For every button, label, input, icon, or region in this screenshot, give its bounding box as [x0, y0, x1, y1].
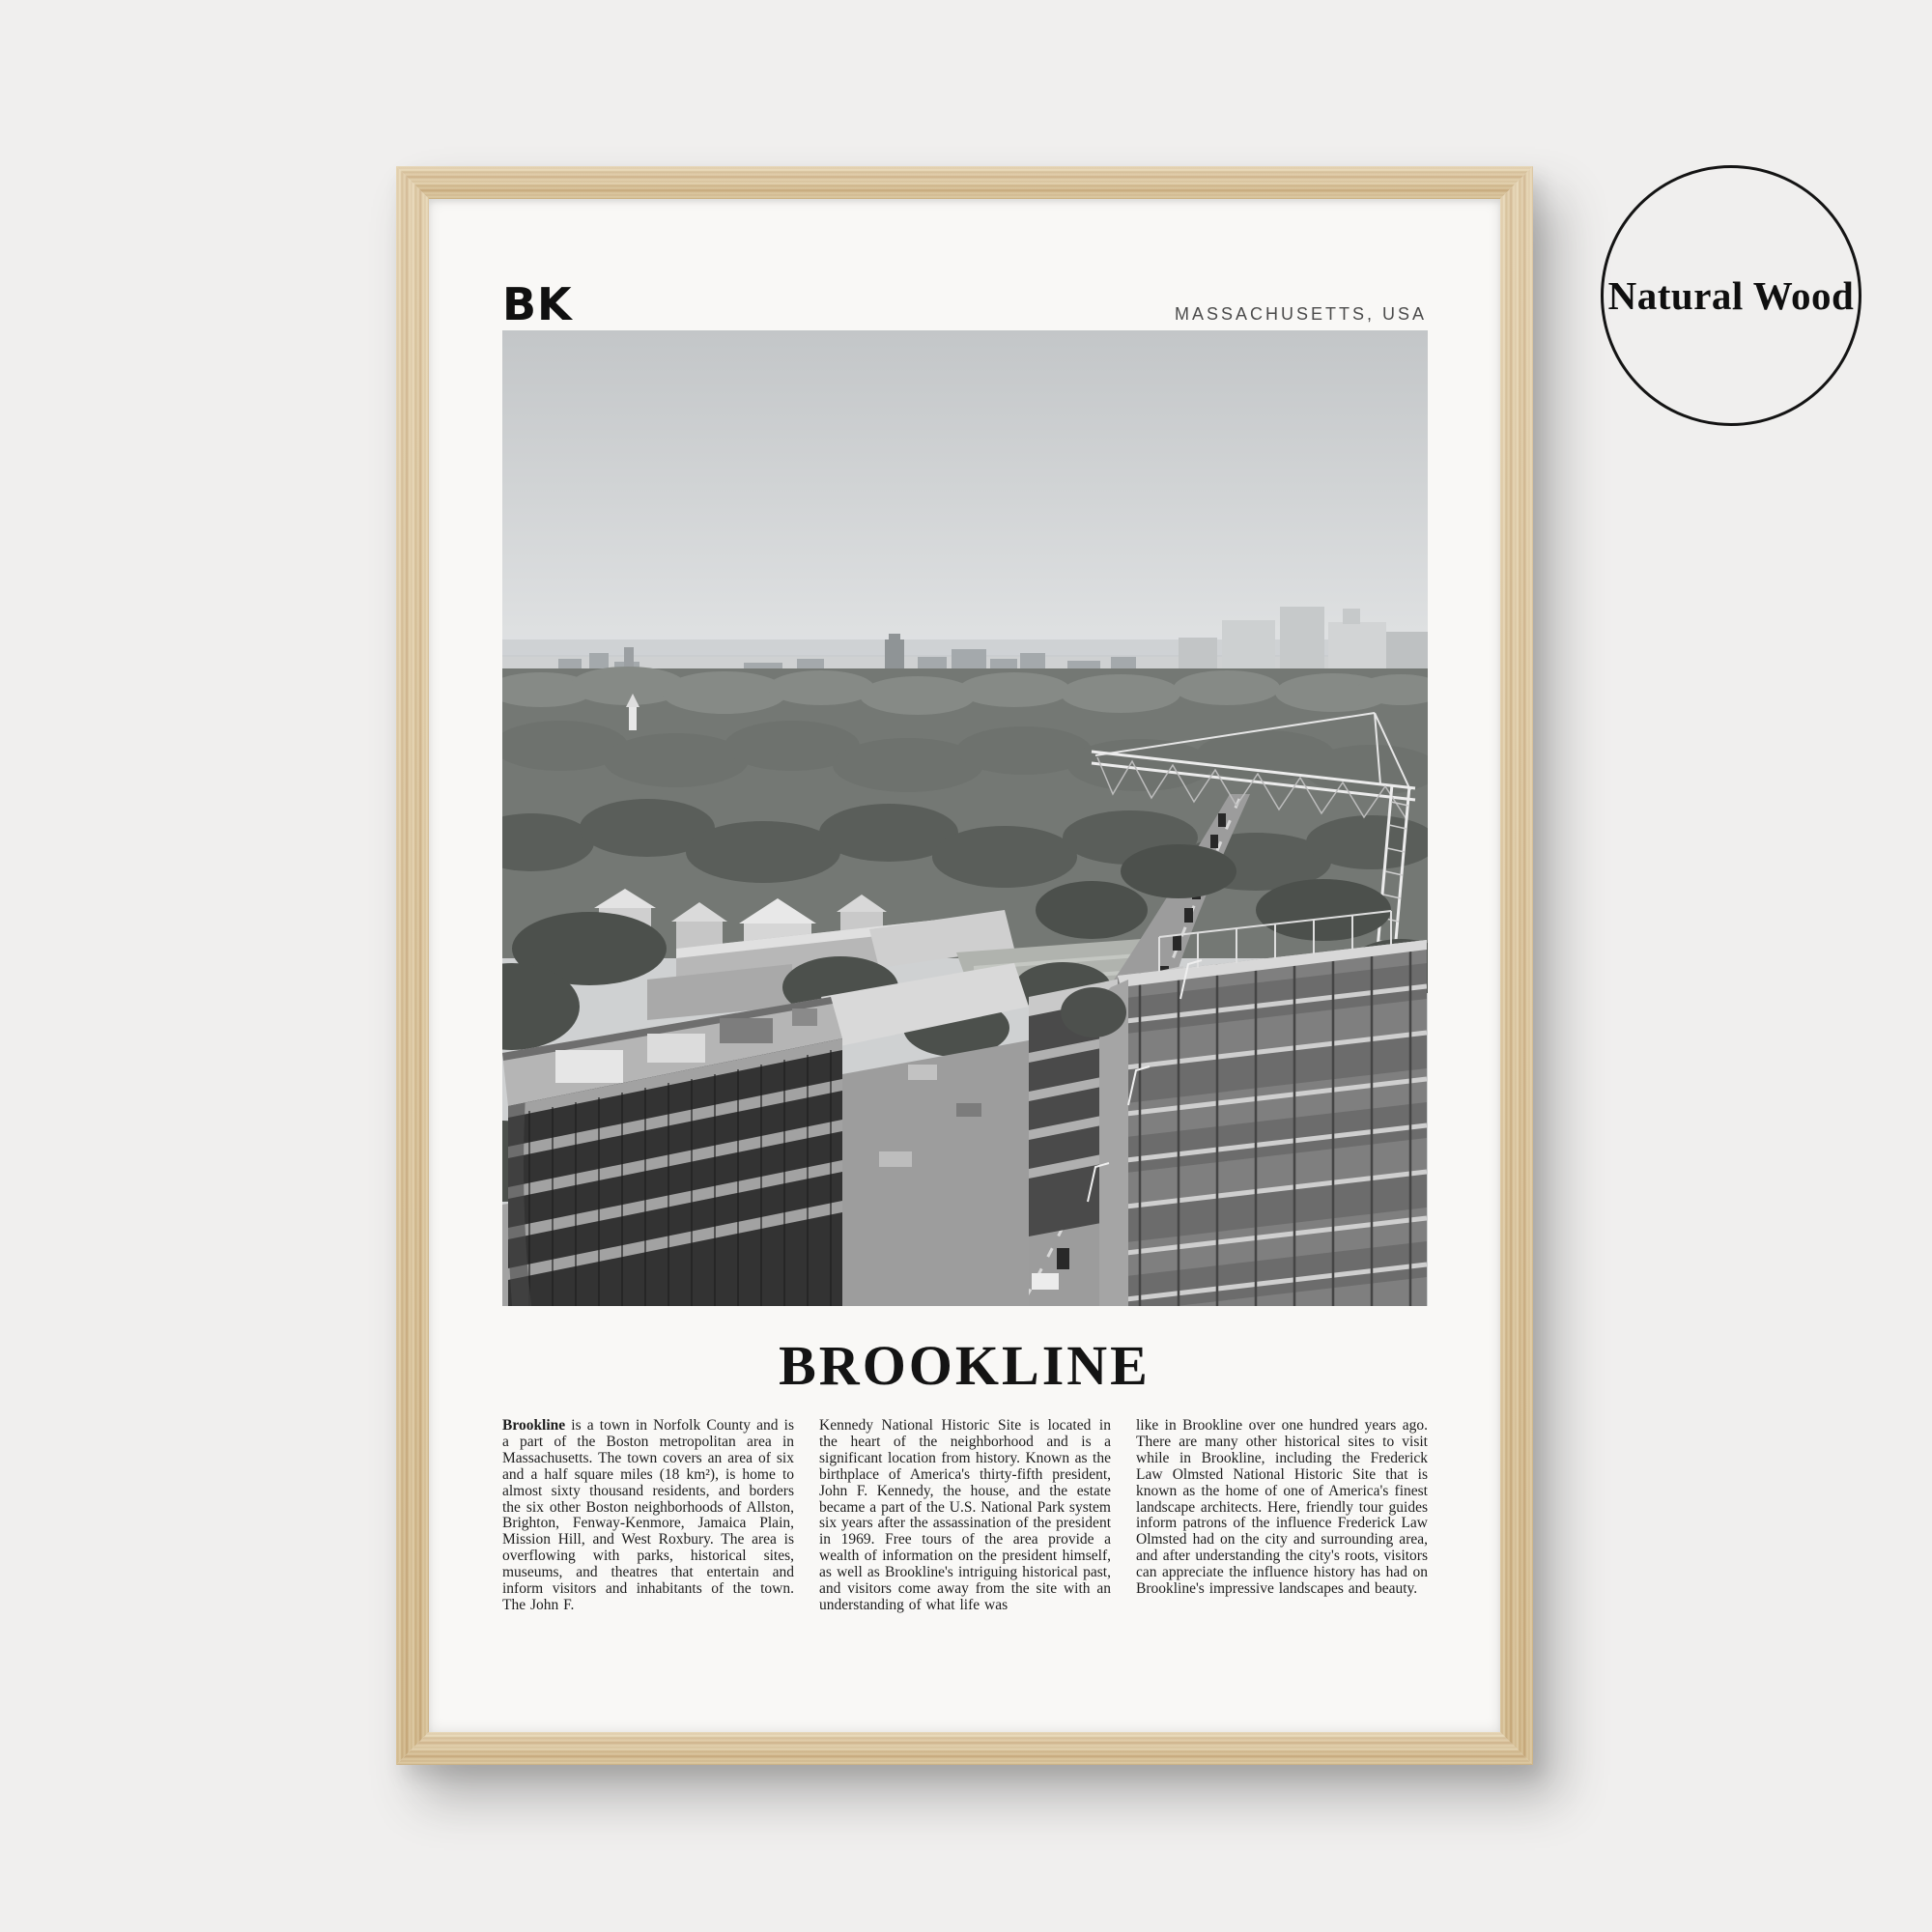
poster-region-label: MASSACHUSETTS, USA — [1174, 304, 1427, 324]
frame-wood-right — [1500, 166, 1533, 1765]
poster — [429, 199, 1500, 1732]
poster-title: BROOKLINE — [779, 1334, 1151, 1397]
finish-badge — [1601, 165, 1861, 426]
finish-badge-label: Natural Wood — [1607, 273, 1855, 318]
poster-body-columns — [502, 1418, 1428, 1614]
frame-wood-left — [396, 166, 429, 1765]
body-column-1: Brookline is a town in Norfolk County and is a part of the Boston metropolitan area in Massachusetts. The town covers an area of six and a half square miles (18 km²), is home to almost sixty thousand residents, and borders the six other Boston neighborhoods of Allston, Brighton, Fenway-Kenmore, Jamaica Plain, Mission Hill, and West Roxbury. The area is overflowing with parks, historical sites, museums, and theatres that entertain and inform visitors and inhabitants of the town. The John F. — [502, 1417, 794, 1613]
photo-curved-building — [502, 997, 842, 1306]
frame-wood-bottom — [396, 1732, 1533, 1765]
picture-frame — [396, 166, 1533, 1765]
body-column-3: like in Brookline over one hundred years ago. There are many other historical sites to visit while in Brookline, including the Frederick Law Olmsted National Historic Site that is known as the home of one of America's finest landscape architects. Here, friendly tour guides inform patrons of the influence Frederick Law Olmsted had on the city and surrounding area, and after understanding the city's roots, visitors can appreciate the influence history has had on Brookline's impressive landscapes and beauty. — [1136, 1417, 1428, 1598]
body-column-2: Kennedy National Historic Site is located in the heart of the neighborhood and is a significant location from history. Known as the birthplace of America's thirty-fifth president, John F. Kennedy, the house, and the estate became a part of the U.S. National Park system six years after the assassination of the president in 1969. Free tours of the area provide a wealth of information on the president himself, as well as Brookline's intriguing historical past, and visitors come away from the site with an understanding of what life was — [819, 1417, 1111, 1613]
body-lead-word: Brookline — [502, 1417, 566, 1434]
frame-wood-top — [396, 166, 1533, 199]
poster-header — [502, 278, 1427, 330]
poster-photo — [502, 330, 1428, 1306]
poster-abbreviation: BK — [502, 278, 573, 330]
